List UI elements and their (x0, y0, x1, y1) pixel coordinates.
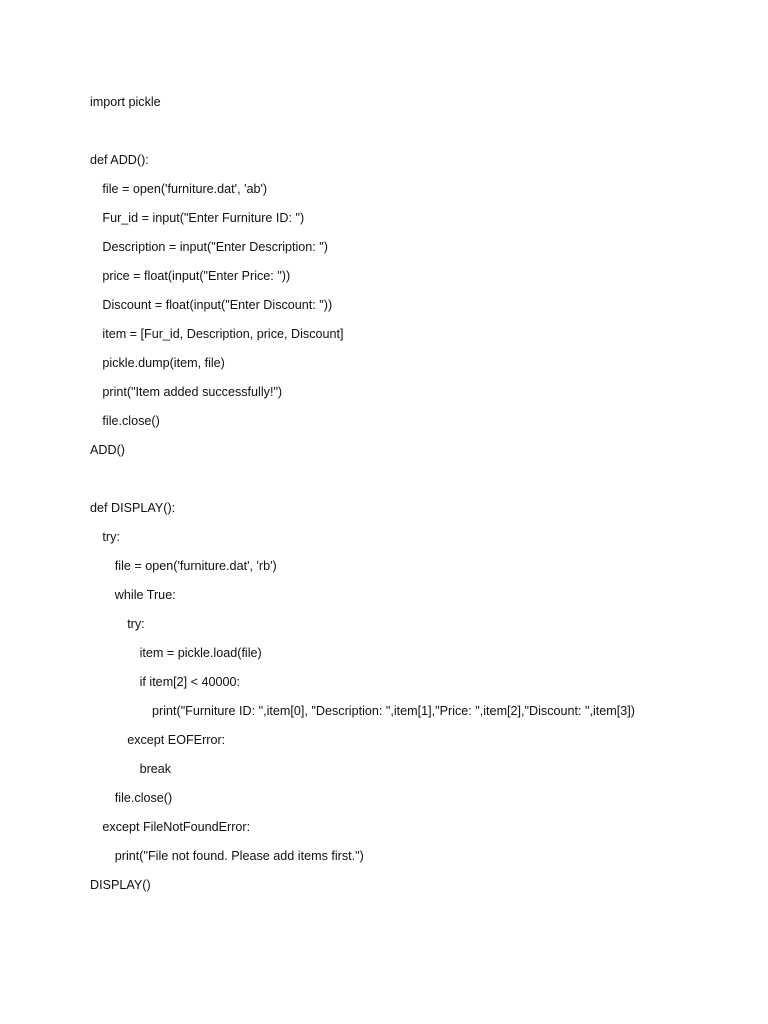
code-line: file = open('furniture.dat', 'rb') (114, 559, 277, 573)
code-line: price = float(input("Enter Price: ")) (102, 269, 291, 283)
code-line: pickle.dump(item, file) (102, 356, 225, 370)
code-line: break (139, 762, 172, 776)
code-line: DISPLAY() (90, 878, 151, 892)
blank-line (90, 470, 750, 499)
code-line: file.close() (114, 791, 173, 805)
code-line: except FileNotFoundError: (102, 820, 251, 834)
code-line: try: (102, 530, 120, 544)
code-line: def ADD(): (90, 153, 149, 167)
code-line: ADD() (90, 443, 125, 457)
code-line: print("File not found. Please add items first.") (114, 849, 364, 863)
code-line: Description = input("Enter Description: ") (102, 240, 328, 254)
code-line: if item[2] < 40000: (139, 675, 241, 689)
code-block (90, 93, 750, 905)
code-line: print("Furniture ID: ",item[0], "Description: ",item[1],"Price: ",item[2],"Discount: ",item[3]) (152, 704, 635, 718)
code-line: def DISPLAY(): (90, 501, 176, 515)
code-line: print("Item added successfully!") (102, 385, 283, 399)
code-line: try: (127, 617, 145, 631)
code-line: item = [Fur_id, Description, price, Discount] (102, 327, 344, 341)
code-line: file = open('furniture.dat', 'ab') (102, 182, 268, 196)
code-line: Fur_id = input("Enter Furniture ID: ") (102, 211, 305, 225)
code-line: Discount = float(input("Enter Discount: ")) (102, 298, 333, 312)
code-line: while True: (114, 588, 176, 602)
blank-line (90, 122, 750, 151)
code-line: file.close() (102, 414, 160, 428)
code-line: item = pickle.load(file) (139, 646, 262, 660)
code-line: except EOFError: (127, 733, 226, 747)
code-line: import pickle (90, 95, 161, 109)
